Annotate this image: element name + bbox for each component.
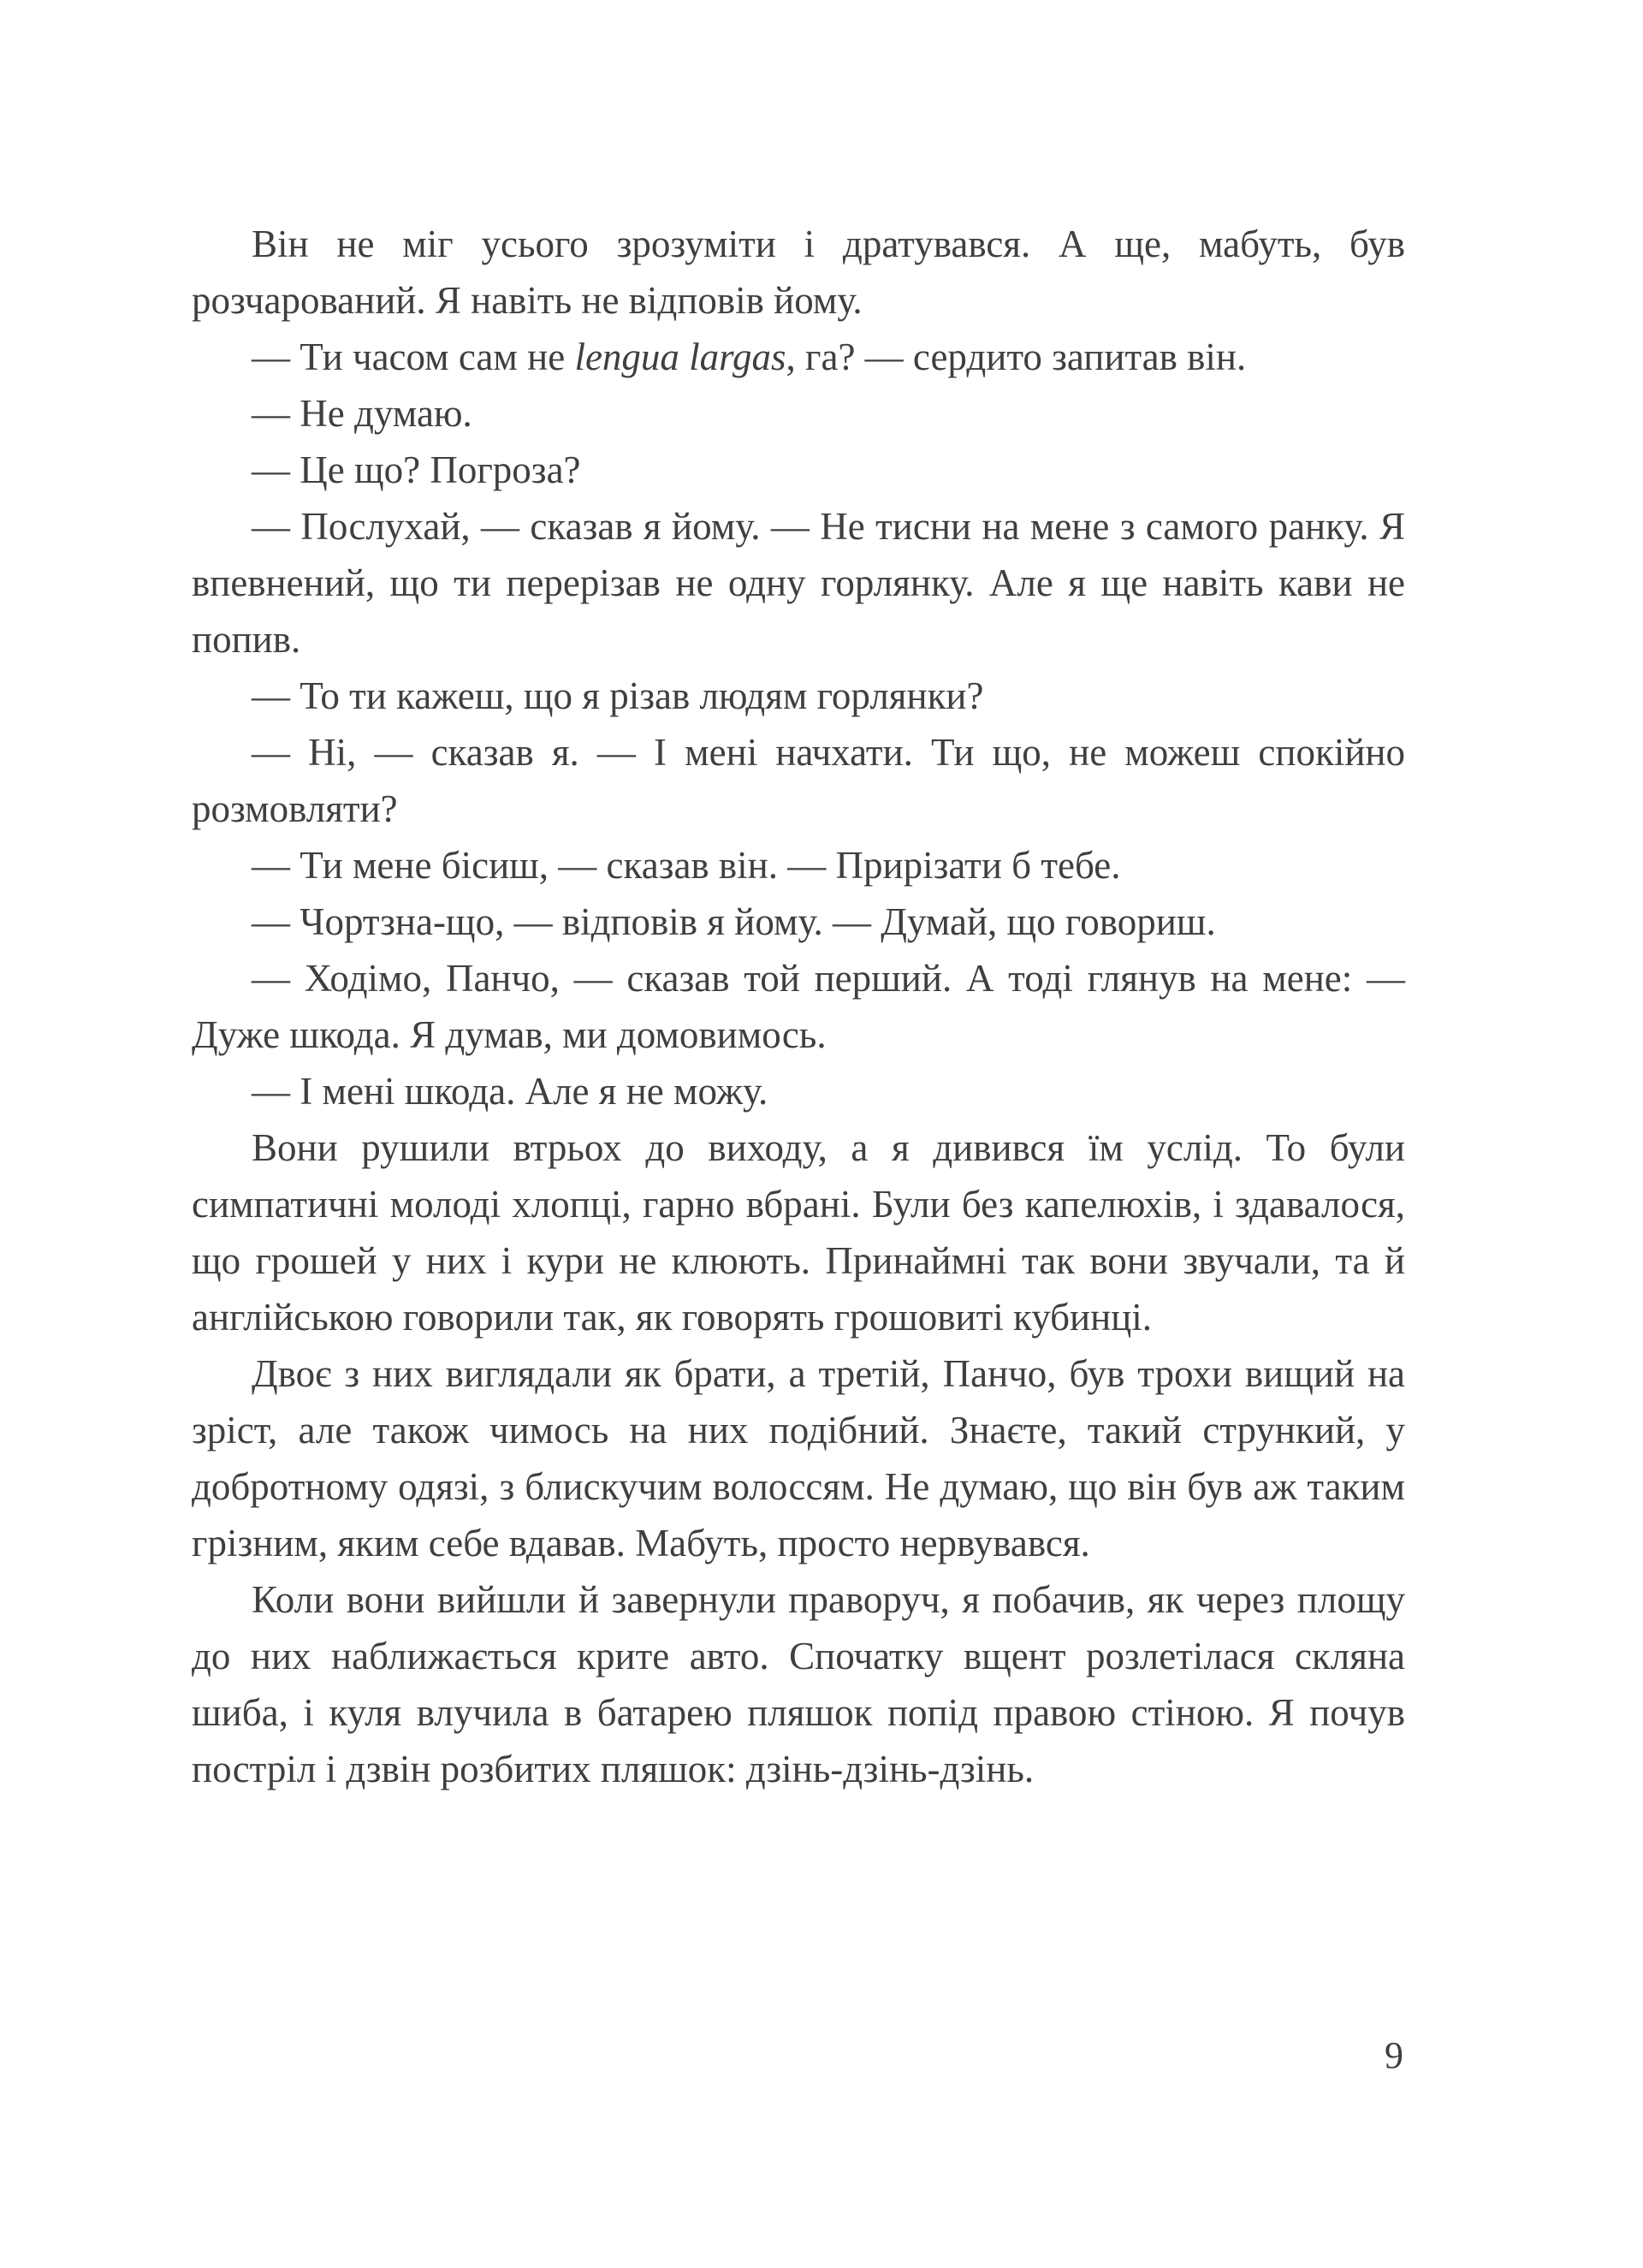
- paragraph: [192, 1119, 1405, 1345]
- text-segment: — І мені шкода. Але я не можу.: [252, 1070, 768, 1113]
- paragraph: [192, 724, 1405, 837]
- paragraph: [192, 329, 1405, 385]
- text-segment: — То ти кажеш, що я різав людям горлянки?: [252, 674, 984, 717]
- italic-text: lengua largas: [574, 335, 786, 378]
- paragraph: [192, 385, 1405, 442]
- paragraph: [192, 1571, 1405, 1797]
- paragraph: [192, 498, 1405, 668]
- paragraph: [192, 1063, 1405, 1119]
- text-segment: — Ти часом сам не: [252, 335, 575, 378]
- paragraph: [192, 950, 1405, 1063]
- text-segment: Вони рушили втрьох до виходу, а я дивився їм услід. То були симпатичні молоді хлопці, гарно вбрані. Були без капелюхів, і здавалося, що грошей у них і кури не клюють. Принаймні так вони звучали, та й англійською говорили так, як говорять грошовиті кубинці.: [192, 1126, 1405, 1339]
- text-segment: , га? — сердито запитав він.: [786, 335, 1247, 378]
- paragraph: [192, 894, 1405, 950]
- text-segment: — Послухай, — сказав я йому. — Не тисни на мене з самого ранку. Я впевнений, що ти перерізав не одну горлянку. Але я ще навіть кави не попив.: [192, 505, 1405, 661]
- paragraph: [192, 1345, 1405, 1571]
- text-block: [192, 216, 1405, 1797]
- text-segment: — Ти мене бісиш, — сказав він. — Прирізати б тебе.: [252, 844, 1121, 887]
- text-segment: — Не думаю.: [252, 392, 472, 435]
- text-segment: Двоє з них виглядали як брати, а третій, Панчо, був трохи вищий на зріст, але також чимось на них подібний. Знаєте, такий стрункий, у добротному одязі, з блискучим волоссям. Не думаю, що він був аж таким грізним, яким себе вдавав. Мабуть, просто нервувався.: [192, 1352, 1405, 1564]
- paragraph: [192, 216, 1405, 329]
- text-segment: Коли вони вийшли й завернули праворуч, я побачив, як через площу до них наближається крите авто. Спочатку вщент розлетілася скляна шиба, і куля влучила в батарею пляшок попід правою стіною. Я почув постріл і дзвін розбитих пляшок: дзінь-дзінь-дзінь.: [192, 1578, 1405, 1790]
- text-segment: — Ні, — сказав я. — І мені начхати. Ти що, не можеш спокійно розмовляти?: [192, 731, 1405, 830]
- paragraph: [192, 668, 1405, 724]
- paragraph: [192, 442, 1405, 498]
- page-number: 9: [1385, 2034, 1403, 2076]
- text-segment: — Це що? Погроза?: [252, 448, 581, 491]
- text-segment: — Чортзна-що, — відповів я йому. — Думай, що говориш.: [252, 900, 1216, 943]
- text-segment: Він не міг усього зрозуміти і дратувався. А ще, мабуть, був розчарований. Я навіть не відповів йому.: [192, 223, 1405, 322]
- paragraph: [192, 837, 1405, 894]
- text-segment: — Ходімо, Панчо, — сказав той перший. А тоді глянув на мене: — Дуже шкода. Я думав, ми домовимось.: [192, 957, 1405, 1056]
